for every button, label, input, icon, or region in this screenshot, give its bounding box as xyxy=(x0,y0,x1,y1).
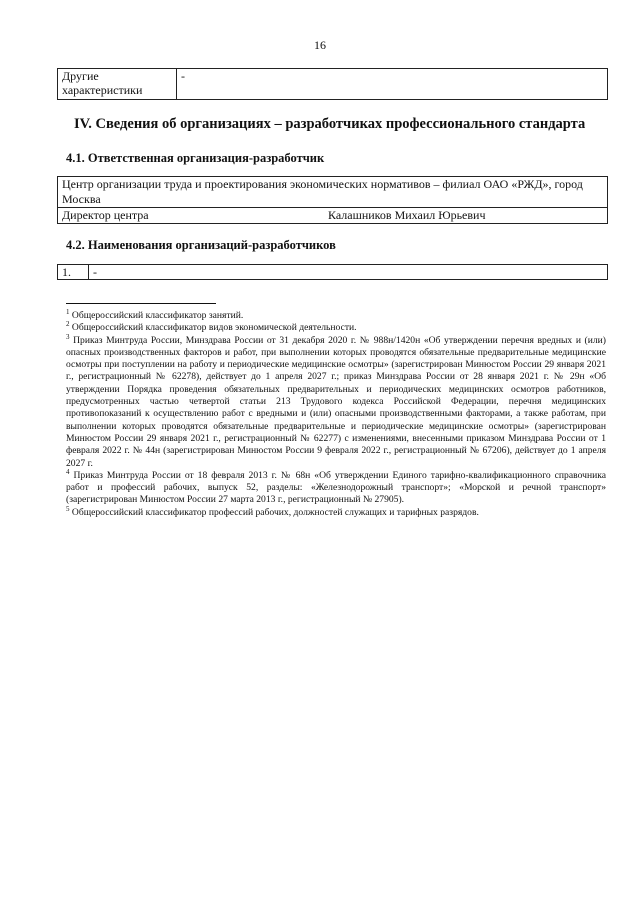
footnotes xyxy=(66,307,606,519)
developer-orgs-table xyxy=(57,264,608,280)
characteristics-value: - xyxy=(177,69,608,100)
page-number: 16 xyxy=(314,38,326,52)
table-row xyxy=(58,265,608,280)
responsible-org-heading: 4.1. Ответственная организация-разработчик xyxy=(66,151,325,165)
developer-name: - xyxy=(89,265,608,280)
org-name: Центр организации труда и проектирования экономических нормативов – филиал ОАО «РЖД», город Москва xyxy=(58,177,608,208)
footnote: $^2$ Общероссийский классификатор видов экономической деятельности. xyxy=(66,320,357,334)
footnote: $^4$ Приказ Минтруда России от 18 февраля 2013 г. № 68н «Об утверждении Единого тарифно-квалификационного справочника работ и профессий рабочих, выпуск 52, разделы: «Железнодорожный транспорт»; «Морской и речной транспорт» (зарегистрирован Минюстом России 27 марта 2013 г., регистрационный № 27905). xyxy=(66,467,606,506)
director-position: Директор центра xyxy=(62,208,149,222)
developer-number: 1. xyxy=(58,265,89,280)
responsible-org-table xyxy=(57,176,608,224)
table-row xyxy=(58,208,608,224)
footnote: $^5$ Общероссийский классификатор профессий рабочих, должностей служащих и тарифных разрядов. xyxy=(66,504,479,518)
developer-orgs-heading: 4.2. Наименования организаций-разработчиков xyxy=(66,238,336,252)
section-title: IV. Сведения об организациях – разработчиках профессионального стандарта xyxy=(74,116,586,132)
director-name: Калашников Михаил Юрьевич xyxy=(328,208,486,222)
other-characteristics-table xyxy=(57,68,608,100)
footnote: $^1$ Общероссийский классификатор занятий. xyxy=(66,307,244,321)
table-row xyxy=(58,177,608,208)
footnote: $^3$ Приказ Минтруда России, Минздрава России от 31 декабря 2020 г. № 988н/1420н «Об утверждении перечня вредных и (или) опасных производственных факторов и работ, при выполнении которых проводятся обязательные предварительные медицинские осмотры при поступлении на работу и периодические медицинские осмотры» (зарегистрирован Минюстом России 29 января 2021 г., регистрационный № 62278), действует до 1 апреля 2027 г.; приказ Минздрава России от 28 января 2021 г. № 29н «Об утверждении Порядка проведения обязательных предварительных и периодических медицинских осмотров работников, предусмотренных частью четвертой статьи 213 Трудового кодекса Российской Федерации, перечня медицинских противопоказаний к осуществлению работ с вредными и (или) опасными производственными факторами, а также работам, при выполнении которых проводятся обязательные предварительные и периодические медицинские осмотры» (зарегистрирован Минюстом России 29 января 2021 г., регистрационный № 62277) с изменениями, внесенными приказом Минздрава России от 1 февраля 2022 г. № 44н (зарегистрирован Минюстом России 9 февраля 2022 г., регистрационный № 67206), действует до 1 апреля 2027 г. xyxy=(66,332,606,469)
characteristics-label: Другие характеристики xyxy=(58,69,177,100)
table-row xyxy=(58,69,608,100)
footnote-separator xyxy=(66,303,216,304)
